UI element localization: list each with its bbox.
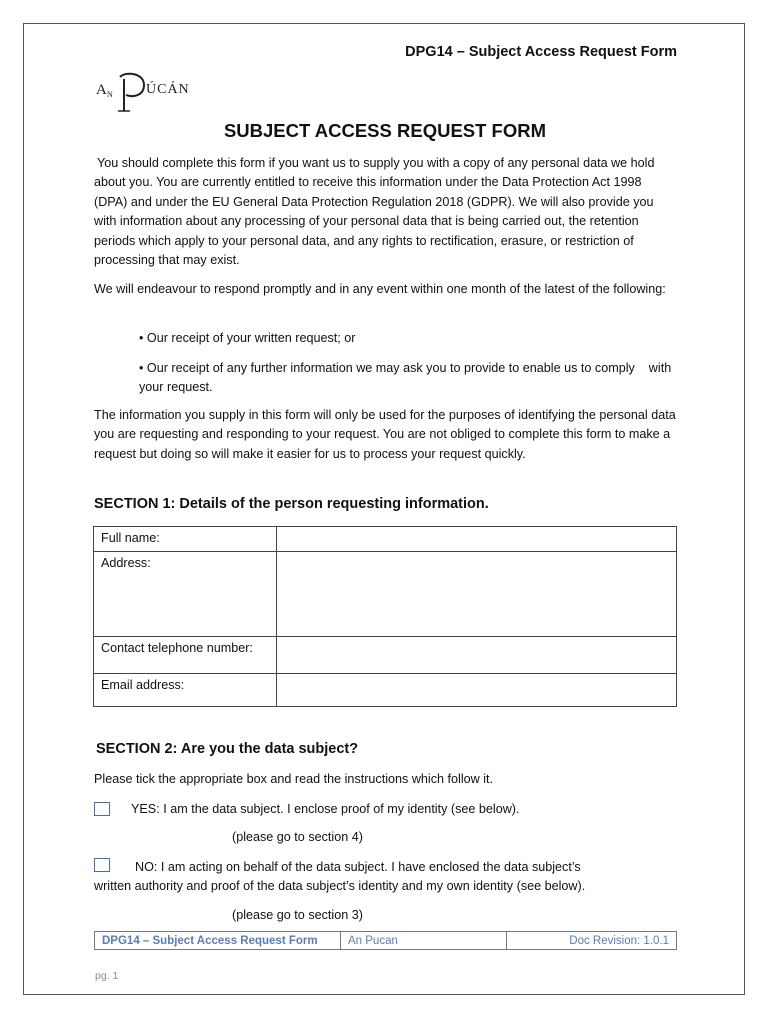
no-checkbox[interactable] [94, 858, 110, 872]
table-row [94, 637, 677, 674]
table-row [94, 552, 677, 637]
bullet-item-1: • Our receipt of your written request; or [139, 331, 356, 345]
intro-paragraph-3 [94, 406, 676, 464]
header-doc-title: DPG14 – Subject Access Request Form [405, 44, 677, 60]
table-row [94, 674, 677, 707]
full-name-label: Full name: [94, 527, 277, 552]
requester-details-table [93, 526, 677, 707]
intro-text-2: We will endeavour to respond promptly and in any event within one month of the latest of the following: [94, 282, 666, 296]
intro-paragraph-1 [94, 154, 676, 270]
intro-text-3: The information you supply in this form will only be used for the purposes of identifying the personal data you are requesting and responding to your request. You are not obliged to complete this form to make a request but doing so will make it easier for us to process your request quickly. [94, 408, 676, 461]
page-title: SUBJECT ACCESS REQUEST FORM [223, 120, 547, 141]
yes-goto-text: (please go to section 4) [232, 830, 363, 844]
address-label: Address: [94, 552, 277, 637]
intro-paragraph-2 [94, 280, 676, 299]
logo [96, 65, 236, 115]
svg-text:N: N [107, 90, 113, 99]
section-2-heading: SECTION 2: Are you the data subject? [96, 741, 359, 757]
svg-text:ÚCÁN: ÚCÁN [146, 82, 190, 97]
bullet-item-2: • Our receipt of any further information we may ask you to provide to enable us to comply with your request. [139, 361, 675, 395]
section-1-heading: SECTION 1: Details of the person requesting information. [94, 496, 489, 512]
no-option-text-line-2: written authority and proof of the data subject’s identity and my own identity (see below). [94, 879, 586, 893]
footer-table [94, 931, 677, 950]
table-row [94, 527, 677, 552]
telephone-field[interactable] [277, 637, 677, 674]
footer-doc-title: DPG14 – Subject Access Request Form [95, 932, 341, 949]
intro-text-1: You should complete this form if you want us to supply you with a copy of any personal data we hold about you. You are currently entitled to receive this information under the Data Protection Act 1998 (DPA) and under the EU General Data Protection Regulation 2018 (GDPR). We will also provide you with information about any processing of your personal data that is being carried out, the retention periods which apply to your personal data, and any rights to rectification, erasure, or restriction of processing that may exist. [94, 156, 655, 268]
telephone-label: Contact telephone number: [94, 637, 277, 674]
email-field[interactable] [277, 674, 677, 707]
page-number: pg. 1 [95, 970, 119, 982]
footer-revision: Doc Revision: 1.0.1 [569, 935, 669, 947]
yes-checkbox[interactable] [94, 802, 110, 816]
tick-instruction: Please tick the appropriate box and read the instructions which follow it. [94, 772, 494, 786]
email-label: Email address: [94, 674, 277, 707]
address-field[interactable] [277, 552, 677, 637]
svg-text:A: A [96, 82, 107, 98]
no-goto-text: (please go to section 3) [232, 908, 363, 922]
footer-org: An Pucan [341, 932, 507, 949]
no-option-text-line-1: NO: I am acting on behalf of the data subject. I have enclosed the data subject’s [135, 860, 581, 874]
yes-option-text: YES: I am the data subject. I enclose proof of my identity (see below). [131, 802, 520, 816]
full-name-field[interactable] [277, 527, 677, 552]
